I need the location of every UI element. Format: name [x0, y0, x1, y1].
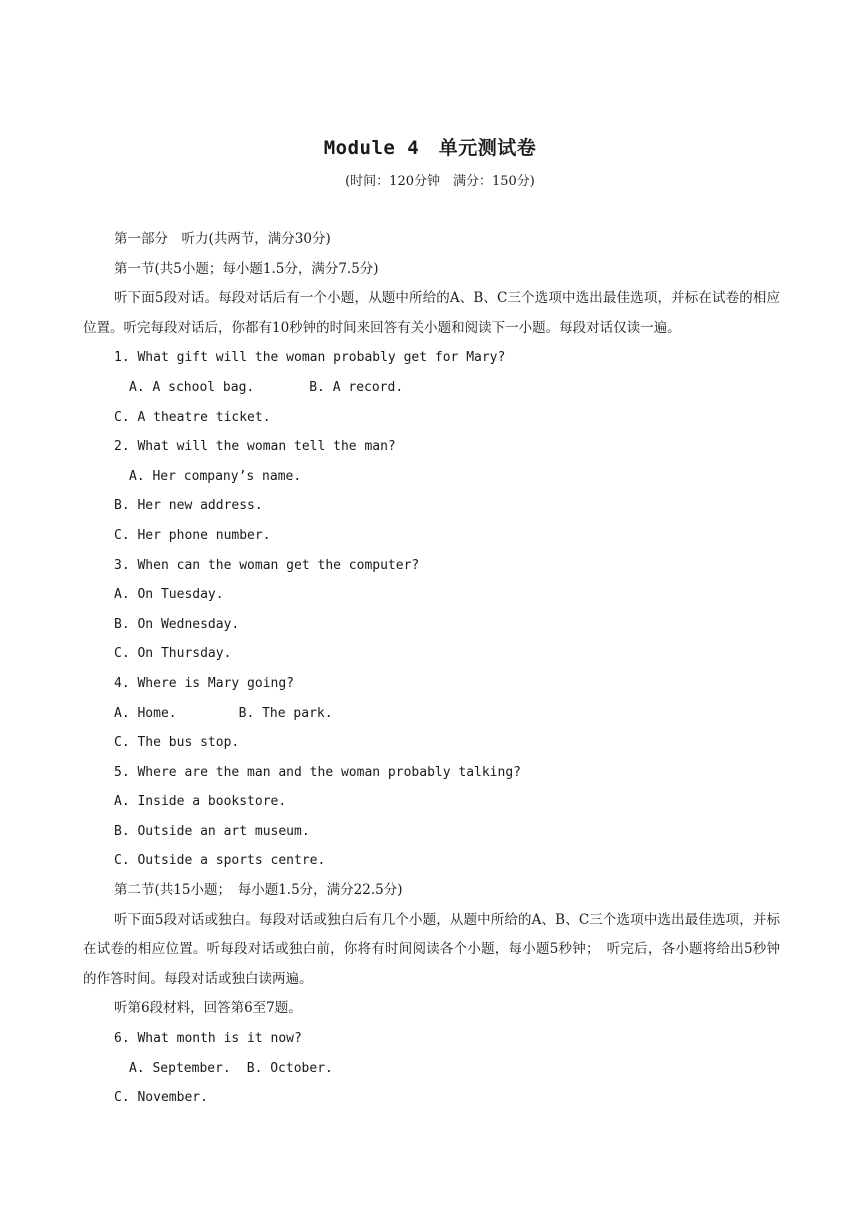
option-b: B. Outside an art museum.	[114, 823, 310, 839]
section-heading: 第一节(共5小题；每小题1.5分，满分7.5分)	[114, 260, 379, 277]
material-note: 听第6段材料，回答第6至7题。	[114, 1000, 302, 1017]
question-stem: 6. What month is it now?	[114, 1031, 302, 1047]
option-a: A. On Tuesday.	[114, 587, 224, 603]
question-stem: 5. Where are the man and the woman probably talking?	[114, 764, 521, 780]
part-heading: 第一部分 听力(共两节，满分30分)	[114, 231, 331, 247]
option-b: B. A record.	[309, 379, 404, 395]
option-c: C. Her phone number.	[114, 527, 271, 543]
option-b: B. The park.	[238, 705, 333, 721]
answer-options-row	[83, 699, 780, 729]
exam-time-and-score: (时间：120分钟 满分：150分)	[345, 174, 535, 189]
option-b: B. October.	[246, 1060, 333, 1076]
option-a: A. A school bag.	[129, 379, 255, 395]
option-c: C. On Thursday.	[114, 646, 232, 662]
section-heading: 第二节(共15小题； 每小题1.5分，满分22.5分)	[114, 882, 403, 899]
section-instructions: 听下面5段对话。每段对话后有一个小题，从题中所给的A、B、C三个选项中选出最佳选项，并标在试卷的相应位置。听完每段对话后，你都有10秒钟的时间来回答有关小题和阅读下一小题。每段对话仅读一遍。	[83, 290, 780, 336]
option-a: A. Home.	[114, 705, 177, 721]
question-stem: 4. Where is Mary going?	[114, 675, 295, 691]
option-a: A. Inside a bookstore.	[114, 794, 287, 810]
option-a: A. Her company’s name.	[129, 468, 302, 484]
option-b: B. On Wednesday.	[114, 616, 240, 632]
page-title: Module 4 单元测试卷	[323, 137, 537, 159]
option-c: C. The bus stop.	[114, 735, 240, 751]
question-stem: 3. When can the woman get the computer?	[114, 557, 420, 573]
section-instructions: 听下面5段对话或独白。每段对话或独白后有几个小题，从题中所给的A、B、C三个选项中选出最佳选项，并标在试卷的相应位置。听每段对话或独白前，你将有时间阅读各个小题，每小题5秒钟； 听完后，各小题将给出5秒钟的作答时间。每段对话或独白读两遍。	[83, 911, 780, 987]
option-a: A. September.	[129, 1060, 231, 1076]
option-c: C. A theatre ticket.	[114, 409, 271, 425]
answer-options-row	[83, 1054, 780, 1084]
question-stem: 2. What will the woman tell the man?	[114, 439, 396, 455]
option-b: B. Her new address.	[114, 498, 263, 514]
option-c: C. November.	[114, 1090, 208, 1106]
option-c: C. Outside a sports centre.	[114, 853, 326, 869]
exam-body	[83, 225, 780, 1113]
question-stem: 1. What gift will the woman probably get for Mary?	[114, 350, 506, 366]
answer-options-row	[83, 373, 780, 403]
